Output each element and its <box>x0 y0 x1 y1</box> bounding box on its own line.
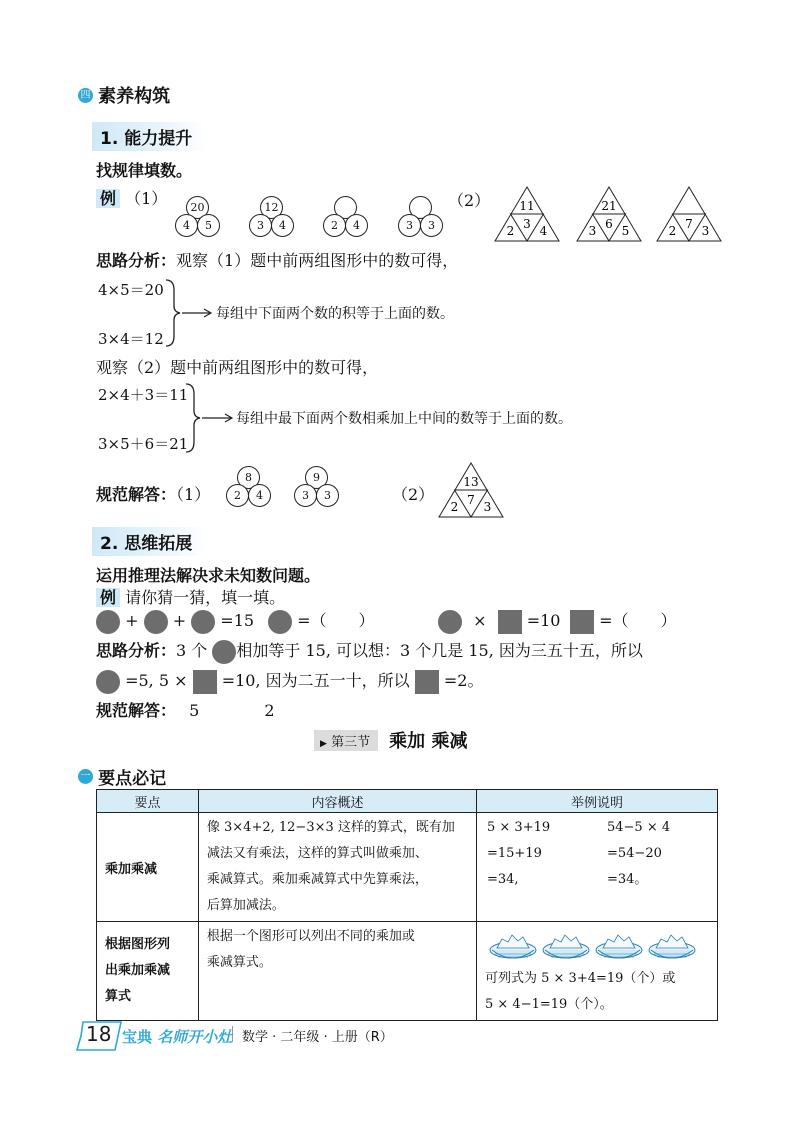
row-key <box>97 922 199 1021</box>
square-shape-icon <box>498 610 522 634</box>
circle-shape-icon <box>96 610 120 634</box>
example-line: =34, <box>487 872 519 887</box>
analysis-text: =10, 因为二五一十，所以 <box>221 671 410 690</box>
analysis-text: =5, 5 × <box>125 671 188 690</box>
answer-value: 5 <box>189 701 200 720</box>
triangle-middle-number: 7 <box>685 217 693 231</box>
analysis-line-2: 观察（2）题中前两组图形中的数可得， <box>96 358 379 377</box>
circle-shape-icon <box>191 610 215 634</box>
bread-basket-icon <box>490 935 536 958</box>
chapter-tag <box>314 730 378 751</box>
row-example <box>477 813 718 922</box>
task-text: 运用推理法解决求未知数问题。 <box>96 566 321 585</box>
number-circle: 2 <box>323 214 346 237</box>
example-label: 例 <box>96 189 120 208</box>
row-key: 乘加乘减 <box>97 813 199 922</box>
blank-paren: =（ ） <box>297 611 375 630</box>
section-heading-1 <box>78 764 166 789</box>
number-circle: 2 <box>226 484 249 507</box>
key-line: 算式 <box>105 989 132 1004</box>
example-line <box>96 585 285 608</box>
row-content <box>198 922 476 1021</box>
content-line: 减法又有乘法，这样的算式叫做乘加、 <box>206 846 428 861</box>
analysis-text: 3 个 <box>176 641 208 660</box>
table-header: 内容概述 <box>198 790 476 813</box>
example-text: 请你猜一猜，填一填。 <box>125 588 286 607</box>
content-line: 根据一个图形可以列出不同的乘加或 <box>206 929 415 944</box>
equation: 3×4＝12 <box>98 330 164 348</box>
chapter-header <box>314 727 467 753</box>
circle-shape-icon <box>96 670 120 694</box>
content-line: 乘减算式。 <box>206 955 272 970</box>
number-circle: 9 <box>305 466 328 489</box>
plus-sign: + <box>125 611 139 630</box>
triangle-left-number: 2 <box>450 500 459 514</box>
example-line: 5 × 4−1=19（个）。 <box>485 997 613 1012</box>
triangle-left-number: 3 <box>588 224 597 238</box>
number-circle: 4 <box>248 484 271 507</box>
example-label: 例 <box>96 588 120 607</box>
row-content <box>198 813 476 922</box>
number-circle: 20 <box>186 196 209 219</box>
blank-equation-1 <box>268 608 375 634</box>
example-line: =34。 <box>607 872 648 887</box>
bread-basket-icon <box>596 935 642 958</box>
analysis-text: 观察（1）题中前两组图形中的数可得， <box>176 251 459 270</box>
example-line: =15+19 <box>487 846 542 861</box>
number-triangle <box>438 462 504 518</box>
answer-value: 2 <box>264 701 275 720</box>
content-line: 后算加减法。 <box>206 898 285 913</box>
equals-15: =15 <box>220 611 255 630</box>
example-line: 可列式为 5 × 3+4=19（个）或 <box>485 971 676 986</box>
number-triangle <box>656 186 722 242</box>
footer-divider <box>232 1026 233 1042</box>
times-sign: × <box>473 611 487 630</box>
part1-label: （1） <box>125 189 168 208</box>
answer-line <box>96 698 275 721</box>
circle-shape-icon <box>212 640 236 664</box>
triangle-right-number: 3 <box>483 500 492 514</box>
table-header-row <box>97 790 718 813</box>
square-shape-icon <box>193 670 217 694</box>
analysis-line <box>96 668 483 694</box>
shape-equation-2 <box>438 608 560 634</box>
number-circle: 3 <box>420 214 443 237</box>
number-circle: 12 <box>260 196 283 219</box>
analysis-line <box>96 638 643 664</box>
example-line: 54−5 × 4 <box>607 820 671 835</box>
page-number: 18 <box>86 1022 112 1046</box>
table-header: 举例说明 <box>477 790 718 813</box>
analysis-label: 思路分析： <box>96 251 177 270</box>
rule-text: 每组中最下面两个数相乘加上中间的数等于上面的数。 <box>236 411 572 427</box>
equation: 2×4＋3＝11 <box>98 386 189 404</box>
triangle-middle-number: 6 <box>605 217 613 231</box>
square-shape-icon <box>570 610 594 634</box>
plus-sign: + <box>172 611 187 630</box>
number-circle: 5 <box>197 214 220 237</box>
chapter-label: 第三节 <box>331 734 371 750</box>
number-circle: 3 <box>316 484 339 507</box>
equation: 3×5＋6＝21 <box>98 435 189 453</box>
number-circle: 8 <box>237 466 260 489</box>
bread-basket-icon <box>649 935 695 958</box>
blank-paren: =（ ） <box>599 611 677 630</box>
table-row <box>97 922 718 1021</box>
brand-b: 名师开小灶 <box>157 1028 233 1046</box>
analysis-text: 相加等于 15, 可以想：3 个几是 15, 因为三五十五，所以 <box>236 641 643 660</box>
arrow-icon: ▶ <box>320 738 327 749</box>
triangle-top-number: 21 <box>601 199 617 213</box>
task-text: 找规律填数。 <box>96 161 193 180</box>
content-line: 乘减算式。乘加乘减算式中先算乘法， <box>206 872 428 887</box>
triangle-right-number: 3 <box>701 224 710 238</box>
key-line: 出乘加乘减 <box>105 963 171 978</box>
circle-shape-icon <box>438 610 462 634</box>
triangle-right-number: 4 <box>539 224 548 238</box>
answer-line <box>96 482 210 505</box>
analysis-text: =2。 <box>443 671 484 690</box>
number-triangle <box>494 186 560 242</box>
section-badge: 四 <box>78 88 93 103</box>
number-circle: 3 <box>249 214 272 237</box>
section-title: 素养构筑 <box>98 86 171 107</box>
section-badge: 一 <box>78 769 93 784</box>
circle-shape-icon <box>144 610 168 634</box>
number-triangle <box>576 186 642 242</box>
number-circle: 4 <box>175 214 198 237</box>
triangle-middle-number: 7 <box>467 493 475 507</box>
content-line: 像 3×4+2, 12−3×3 这样的算式，既有加 <box>206 820 455 835</box>
chapter-title: 乘加 乘减 <box>389 731 468 752</box>
triangle-left-number: 2 <box>506 224 515 238</box>
number-circle: 4 <box>271 214 294 237</box>
table-header: 要点 <box>97 790 199 813</box>
subheading-thinking: 2. 思维拓展 <box>92 527 206 556</box>
part2-label: （2） <box>448 191 491 210</box>
key-line: 根据图形列 <box>105 937 171 952</box>
equals-10: =10 <box>526 611 561 630</box>
triangle-top-number: 13 <box>463 475 479 489</box>
number-circle: 4 <box>345 214 368 237</box>
answer-label: 规范解答： <box>96 485 177 504</box>
number-circle: 3 <box>294 484 317 507</box>
table-row <box>97 813 718 922</box>
number-circle: 3 <box>398 214 421 237</box>
triangle-top-number: 11 <box>519 199 535 213</box>
analysis-label: 思路分析： <box>96 641 177 660</box>
square-shape-icon <box>415 670 439 694</box>
section-title: 要点必记 <box>98 769 167 789</box>
blank-equation-2 <box>570 608 677 634</box>
key-points-table <box>96 789 718 1021</box>
brace-icon <box>184 382 236 454</box>
answer-label: 规范解答： <box>96 701 177 720</box>
rule-text: 每组中下面两个数的积等于上面的数。 <box>216 306 454 322</box>
example-tag <box>96 186 167 209</box>
subheading-ability: 1. 能力提升 <box>92 122 206 151</box>
answer-part1: （1） <box>176 485 211 504</box>
row-example <box>477 922 718 1021</box>
brand-a: 宝典 <box>122 1028 153 1046</box>
example-line: =54−20 <box>607 846 662 861</box>
bread-baskets-illustration <box>489 928 709 962</box>
section-heading-4 <box>78 82 170 108</box>
circle-shape-icon <box>268 610 292 634</box>
example-line: 5 × 3+19 <box>487 820 551 835</box>
shape-equation-1 <box>96 608 254 634</box>
equation: 4×5＝20 <box>98 281 164 299</box>
triangle-middle-number: 3 <box>523 217 531 231</box>
analysis-line-1 <box>96 248 458 271</box>
brace-icon <box>164 278 214 348</box>
triangle-right-number: 5 <box>621 224 630 238</box>
answer-part2: （2） <box>392 485 435 504</box>
triangle-left-number: 2 <box>668 224 677 238</box>
bread-basket-icon <box>543 935 589 958</box>
brand-logo <box>122 1026 232 1047</box>
book-info: 数学 · 二年级 · 上册（R） <box>242 1030 393 1045</box>
